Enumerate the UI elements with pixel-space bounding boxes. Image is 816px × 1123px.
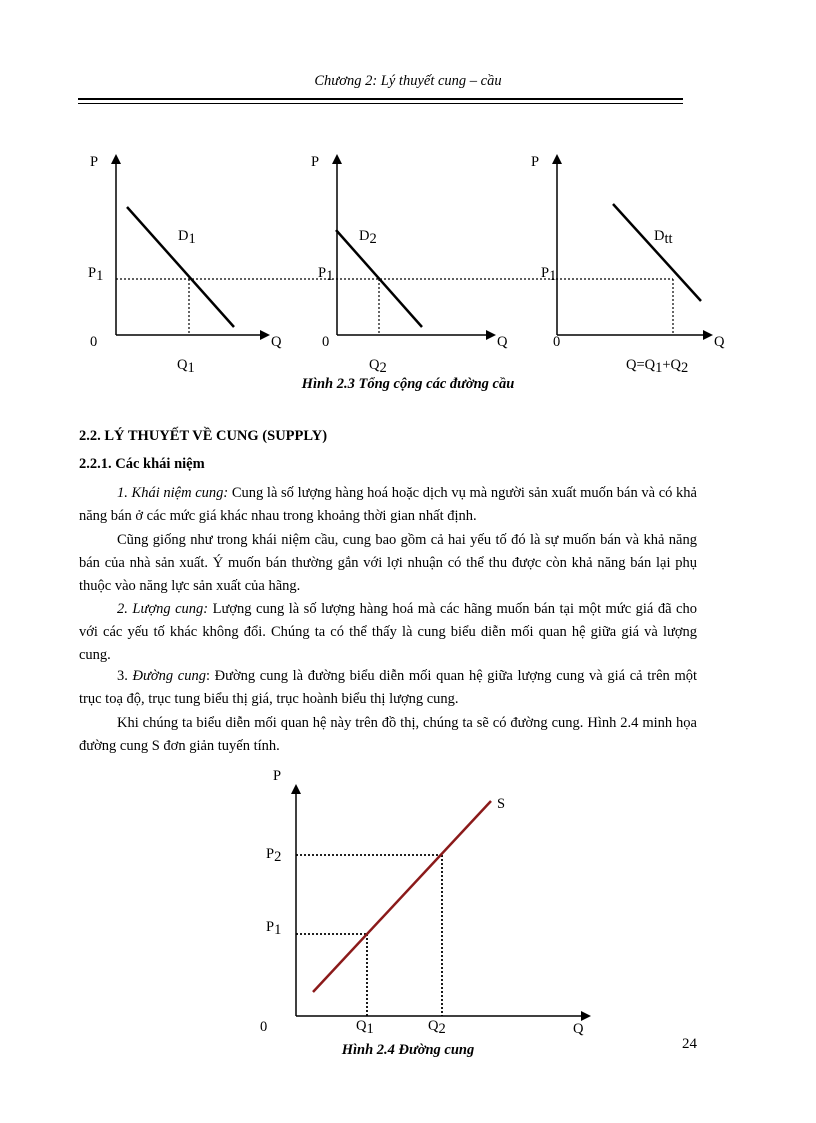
section-heading: 2.2. LÝ THUYẾT VỀ CUNG (SUPPLY)	[79, 428, 328, 444]
d2-label: D2	[359, 228, 377, 247]
p1-label: P1	[88, 265, 104, 284]
q-axis-label: Q	[271, 334, 282, 350]
dtt-label: Dtt	[654, 228, 673, 247]
supply-curve-s	[313, 801, 491, 992]
origin-label: 0	[90, 334, 98, 350]
p1-label: P1	[266, 919, 282, 938]
term-duong-cung: Đường cung	[132, 668, 206, 684]
demand-curve-dtt	[613, 204, 701, 301]
p-axis-label: P	[531, 154, 540, 170]
q1-label: Q1	[356, 1018, 374, 1037]
qsum-label: Q=Q1+Q2	[626, 357, 689, 376]
q2-label: Q2	[428, 1018, 446, 1037]
chapter-header: Chương 2: Lý thuyết cung – cầu	[314, 73, 502, 89]
panel-d1	[88, 154, 282, 376]
q-axis-label: Q	[573, 1021, 584, 1037]
panel-d2	[311, 154, 508, 376]
origin-label: 0	[322, 334, 330, 350]
figure-2-3-demand-sum	[0, 140, 816, 380]
p-axis-label: P	[273, 768, 282, 784]
d1-label: D1	[178, 228, 196, 247]
q1-label: Q1	[177, 357, 195, 376]
term-luong-cung: 2. Lượng cung:	[117, 601, 209, 617]
s-label: S	[497, 796, 506, 812]
p2-label: P2	[266, 846, 282, 865]
p-axis-label: P	[311, 154, 320, 170]
paragraph-duong-cung: 3. Đường cung: Đường cung là đường biểu diễn mối quan hệ giữa lượng cung và giá cả trên một trục toạ độ, trục tung biểu thị giá, trục hoành biểu thị lượng cung.	[79, 668, 697, 707]
origin-label: 0	[260, 1019, 268, 1035]
paragraph-khai-niem-cung: 1. Khái niệm cung: Cung là số lượng hàng hoá hoặc dịch vụ mà người sản xuất muốn bán và có khả năng bán ở các mức giá khác nhau trong khoảng thời gian nhất định.	[79, 485, 697, 524]
origin-label: 0	[553, 334, 561, 350]
panel-dtt	[531, 154, 725, 376]
q2-label: Q2	[369, 357, 387, 376]
q-axis-label: Q	[497, 334, 508, 350]
subsection-heading: 2.2.1. Các khái niệm	[79, 456, 205, 472]
paragraph-luong-cung: 2. Lượng cung: Lượng cung là số lượng hàng hoá mà các hãng muốn bán tại một mức giá đã cho với các yếu tố khác không đổi. Chúng ta có thể thấy là cung biểu diễn mối quan hệ giữa giá và lượng cung.	[79, 601, 697, 663]
figure-2-4-supply-curve	[0, 760, 816, 1045]
header-rule-thin	[78, 103, 683, 104]
demand-curve-d1	[127, 207, 234, 327]
p-axis-label: P	[90, 154, 99, 170]
paragraph-bieu-dien: Khi chúng ta biểu diễn mối quan hệ này trên đồ thị, chúng ta sẽ có đường cung. Hình 2.4 minh họa đường cung S đơn giản tuyến tính.	[79, 715, 697, 754]
paragraph-cung-giong-cau: Cũng giống như trong khái niệm cầu, cung bao gồm cả hai yếu tố đó là sự muốn bán và khả năng bán của nhà sản xuất. Ý muốn bán thường gắn với lợi nhuận có thể thu được còn khả năng bán lại phụ thuộc vào năng lực sản xuất của hãng.	[79, 532, 697, 594]
page-number: 24	[682, 1036, 697, 1052]
header-rule-thick	[78, 98, 683, 100]
figure-2-3-caption: Hình 2.3 Tổng cộng các đường cầu	[301, 376, 515, 392]
figure-2-4-caption: Hình 2.4 Đường cung	[341, 1042, 475, 1058]
term-khai-niem-cung: 1. Khái niệm cung:	[117, 485, 229, 501]
p1-label: P1	[318, 265, 334, 284]
q-axis-label: Q	[714, 334, 725, 350]
p1-label: P1	[541, 265, 557, 284]
